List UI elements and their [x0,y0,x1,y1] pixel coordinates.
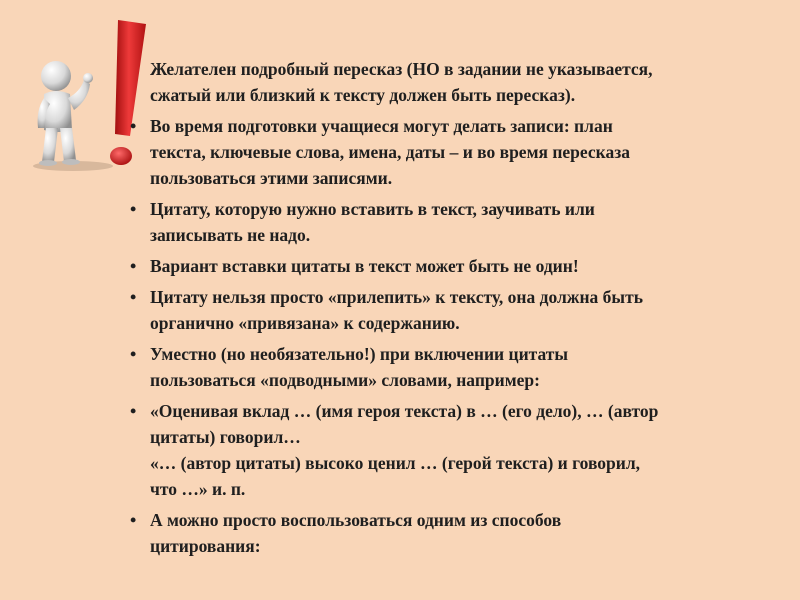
list-item [130,253,790,279]
list-item-line: • Во время подготовки учащиеся могут делать записи: план [150,116,613,136]
list-item-line: • «Оценивая вклад … (имя героя текста) в … (его дело), … (автор [150,401,659,421]
list-item-line: пользоваться этими записями. [150,168,393,188]
list-item-line: • А можно просто воспользоваться одним из способов [150,510,562,530]
list-item-line: Желателен подробный пересказ (НО в задании не указывается, [150,59,653,79]
list-item-line: пользоваться «подводными» словами, например: [150,370,540,390]
list-item-line: цитирования: [150,536,261,556]
list-item-line: • Уместно (но необязательно!) при включении цитаты [150,344,569,364]
list-item-line: текста, ключевые слова, имена, даты – и во время пересказа [150,142,631,162]
list-item-line: органично «привязана» к содержанию. [150,313,460,333]
list-item-line: «… (автор цитаты) высоко ценил … (герой текста) и говорил, [150,453,641,473]
bullet-list [130,56,790,559]
list-item [130,341,790,393]
list-item [130,507,790,559]
person-with-exclamation-icon [18,14,148,174]
list-item-line: • Вариант вставки цитаты в текст может быть не один! [150,256,579,276]
list-item-line: цитаты) говорил… [150,427,301,447]
list-item-line: • Цитату, которую нужно вставить в текст, заучивать или [150,199,595,219]
list-item-line: сжатый или близкий к тексту должен быть пересказ). [150,85,576,105]
list-item [130,113,790,191]
slide-content [130,56,790,564]
list-item [130,284,790,336]
list-item [130,398,790,502]
list-item-line: что …» и. п. [150,479,246,499]
list-item-line: записывать не надо. [150,225,311,245]
list-item-line: • Цитату нельзя просто «прилепить» к тексту, она должна быть [150,287,643,307]
list-item [130,196,790,248]
list-item [130,56,790,108]
